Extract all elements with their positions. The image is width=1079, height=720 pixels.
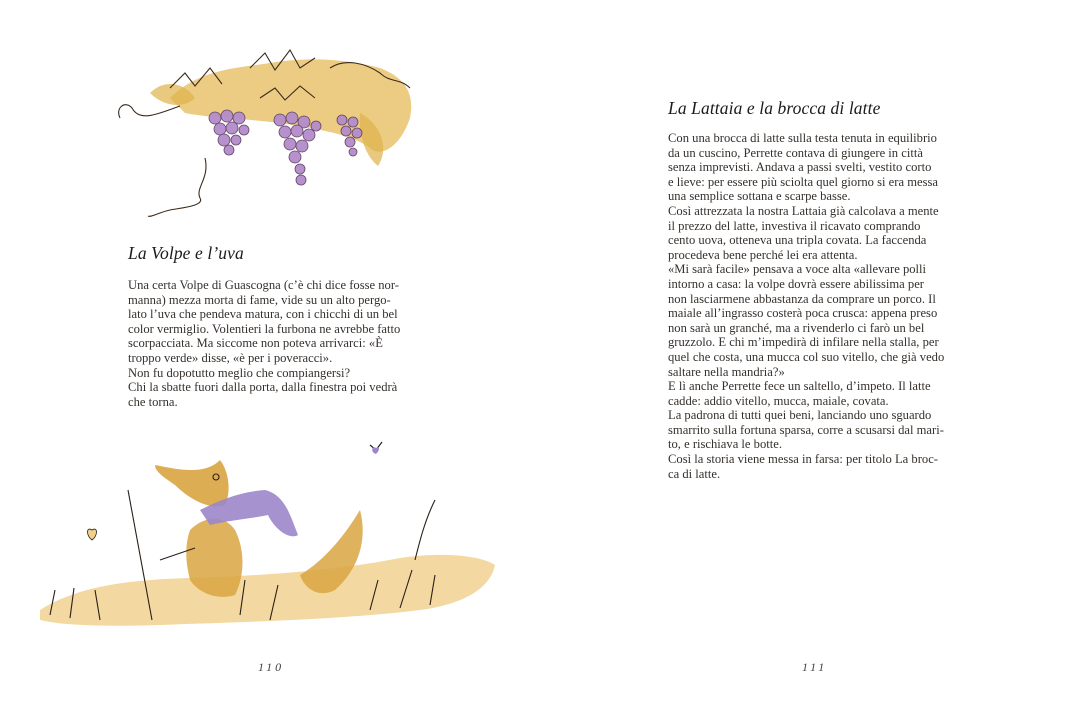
text-line: ca di latte. bbox=[668, 466, 721, 481]
text-line: il prezzo del latte, investiva il ricavato comprando bbox=[668, 218, 921, 233]
story-title-volpe: La Volpe e l’uva bbox=[128, 243, 244, 263]
text-line: da un cuscino, Perrette contava di giungere in città bbox=[668, 145, 923, 160]
text-line: Non fu dopotutto meglio che compiangersi? bbox=[128, 365, 351, 380]
text-line: saltare nella mandria?» bbox=[668, 364, 785, 379]
text-line: e lieve: per essere più sciolta quel giorno si era messa bbox=[668, 174, 938, 189]
text-line: senza imprevisti. Andava a passi svelti, vestito corto bbox=[668, 160, 932, 175]
text-line: manna) mezza morta di fame, vide su un alto pergo- bbox=[128, 292, 391, 307]
text-line: Così attrezzata la nostra Lattaia già calcolava a mente bbox=[668, 203, 939, 218]
text-line: troppo verde» disse, «è per i poveracci». bbox=[128, 350, 333, 365]
text-line: intorno a casa: la volpe dovrà essere abilissima per bbox=[668, 276, 924, 291]
text-line: una semplice sottana e scarpe basse. bbox=[668, 189, 851, 204]
story-title-lattaia: La Lattaia e la brocca di latte bbox=[668, 98, 881, 118]
text-line: lato l’uva che pendeva matura, con i chicchi di un bel bbox=[128, 307, 398, 322]
grape-vine-illustration bbox=[110, 38, 430, 223]
text-line: non lasciarmene abbastanza da comprare un porco. Il bbox=[668, 291, 936, 306]
text-line: cadde: addio vitello, mucca, maiale, covata. bbox=[668, 393, 889, 408]
text-line: non sarà un granché, ma a rivenderlo ci farò un bel bbox=[668, 320, 925, 335]
text-line: procedeva bene perché lei era attenta. bbox=[668, 247, 858, 262]
text-line: Così la storia viene messa in farsa: per titolo La broc- bbox=[668, 452, 938, 467]
fox-illustration bbox=[40, 430, 500, 630]
left-page bbox=[0, 0, 539, 720]
text-line: cento uova, otteneva una tripla covata. La faccenda bbox=[668, 233, 927, 248]
text-line: E lì anche Perrette fece un saltello, d’impeto. Il latte bbox=[668, 379, 931, 394]
text-line: gruzzolo. E chi m’impedirà di infilare nella stalla, per bbox=[668, 335, 939, 350]
text-line: maiale all’ingrasso costerà poca crusca: appena preso bbox=[668, 306, 938, 321]
right-page bbox=[540, 0, 1079, 720]
page-number-right: 111 bbox=[802, 660, 828, 674]
text-line: La padrona di tutti quei beni, lanciando uno sguardo bbox=[668, 408, 932, 423]
text-line: quel che costa, una mucca col suo vitello, che già vedo bbox=[668, 349, 945, 364]
text-line: Con una brocca di latte sulla testa tenuta in equilibrio bbox=[668, 131, 937, 145]
story-body-volpe bbox=[128, 278, 400, 409]
story-body-lattaia bbox=[668, 131, 944, 481]
text-line: scorpacciata. Ma siccome non poteva arrivarci: «È bbox=[128, 336, 383, 351]
page-number-left: 110 bbox=[258, 660, 285, 674]
text-line: Una certa Volpe di Guascogna (c’è chi dice fosse nor- bbox=[128, 278, 399, 292]
text-line: to, e rischiava le botte. bbox=[668, 437, 783, 452]
text-line: «Mi sarà facile» pensava a voce alta «allevare polli bbox=[668, 262, 927, 277]
text-line: color vermiglio. Volentieri la furbona ne avrebbe fatto bbox=[128, 321, 401, 336]
text-line: che torna. bbox=[128, 394, 178, 409]
text-line: smarrito sulla fortuna sparsa, corre a scusarsi dal mari- bbox=[668, 422, 944, 437]
text-line: Chi la sbatte fuori dalla porta, dalla finestra poi vedrà bbox=[128, 380, 398, 395]
